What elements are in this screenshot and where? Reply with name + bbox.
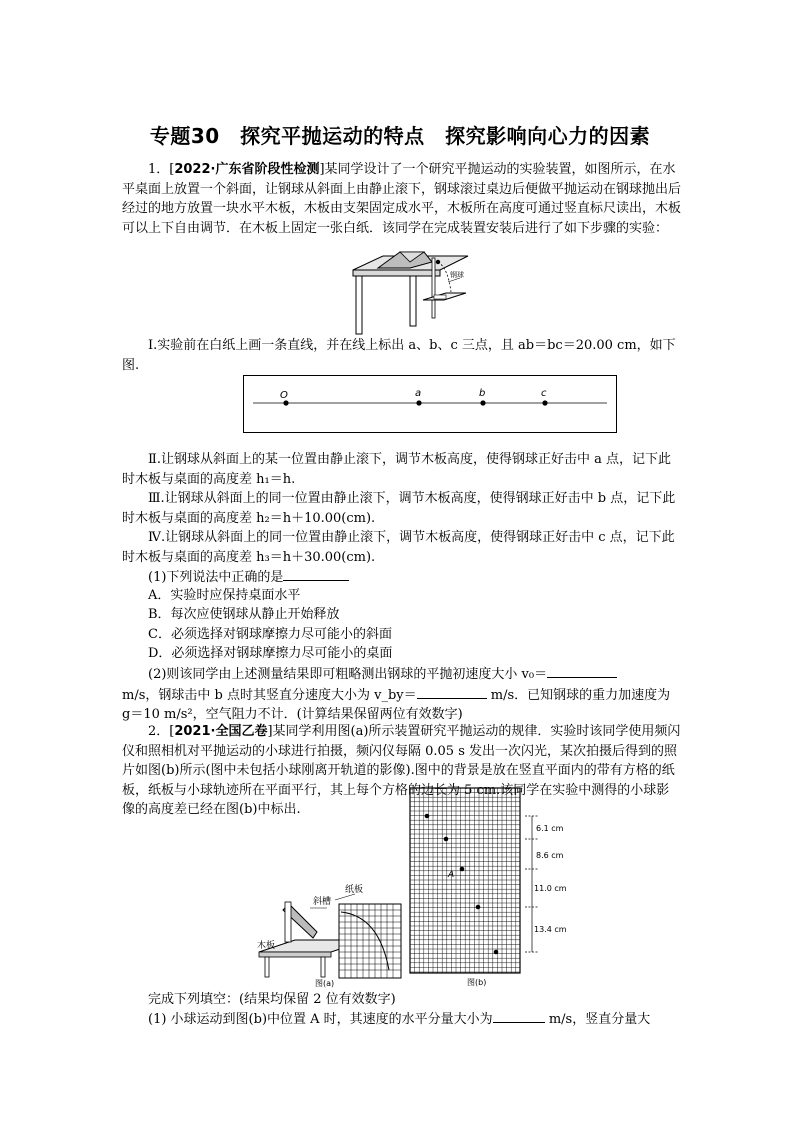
option-d: D．必须选择对钢球摩擦力尽可能小的桌面 bbox=[148, 646, 393, 661]
plank-label: 木板 bbox=[257, 941, 276, 951]
point-a-fig-label: A bbox=[448, 870, 455, 880]
question-1-step-3: Ⅲ.让钢球从斜面上的同一位置由静止滚下，调节木板高度，使得钢球正好击中 b 点，记下此时木板与桌面的高度差 h₂＝h＋10.00(cm). bbox=[122, 491, 676, 526]
answer-blank-3[interactable] bbox=[417, 685, 487, 699]
point-b-label: b bbox=[479, 388, 486, 399]
height-diff-2: 8.6 cm bbox=[536, 851, 564, 860]
question-1-source: 2022·广东省阶段性检测 bbox=[174, 162, 320, 177]
point-c bbox=[542, 400, 547, 405]
question-1-sub-2: (2)则该同学由上述测量结果即可粗略测出钢球的平抛初速度大小 v₀＝ m/s，钢球击中 b 点时其竖直分速度大小为 v_by＝ m/s．已知钢球的重力加速度为 g＝10 m/s²，空气阻力不计．(计算结果保留两位有效数字) bbox=[122, 664, 682, 725]
chute-label: 斜槽 bbox=[313, 897, 332, 907]
question-1-sub-1: (1)下列说法中正确的是 bbox=[122, 567, 682, 588]
point-a bbox=[416, 400, 421, 405]
figure-b bbox=[405, 785, 580, 990]
question-2-fill-intro: 完成下列填空：(结果均保留 2 位有效数字) bbox=[148, 992, 396, 1007]
answer-blank-4[interactable] bbox=[493, 1009, 545, 1023]
point-o-label: O bbox=[280, 390, 288, 401]
point-o bbox=[283, 400, 288, 405]
height-diff-1: 6.1 cm bbox=[536, 824, 564, 833]
figure-b-caption: 图(b) bbox=[467, 978, 487, 987]
question-2-sub-1: (1) 小球运动到图(b)中位置 A 时，其速度的水平分量大小为 m/s，竖直分量大 bbox=[122, 1009, 682, 1030]
ball-image-4 bbox=[476, 905, 481, 910]
option-b: B．每次应使钢球从静止开始释放 bbox=[148, 607, 340, 622]
answer-blank-2[interactable] bbox=[547, 664, 617, 678]
figure-a-caption: 图(a) bbox=[315, 979, 335, 988]
ball-image-3 bbox=[460, 867, 465, 872]
answer-blank-1[interactable] bbox=[283, 567, 349, 581]
point-b bbox=[480, 400, 485, 405]
option-c: C．必须选择对钢球摩擦力尽可能小的斜面 bbox=[148, 627, 392, 642]
ball-image-2 bbox=[444, 837, 449, 842]
steel-ball-label: 钢球 bbox=[450, 271, 464, 279]
question-1-step-1: Ⅰ.实验前在白纸上画一条直线，并在线上标出 a、b、c 三点，且 ab＝bc＝20.00 cm，如下图. bbox=[122, 338, 676, 373]
option-a: A．实验时应保持桌面水平 bbox=[148, 588, 301, 603]
question-1-step-2: Ⅱ.让钢球从斜面上的某一位置由静止滚下，调节木板高度，使得钢球正好击中 a 点，记下此时木板与桌面的高度差 h₁＝h. bbox=[122, 452, 671, 487]
figure-a bbox=[255, 880, 415, 990]
page-title: 专题30 探究平抛运动的特点 探究影响向心力的因素 bbox=[149, 124, 651, 148]
board-label: 纸板 bbox=[345, 885, 364, 895]
question-1-step-4: Ⅳ.让钢球从斜面上的同一位置由静止滚下，调节木板高度，使得钢球正好击中 c 点，记下此时木板与桌面的高度差 h₃＝h＋30.00(cm). bbox=[122, 530, 675, 565]
ball-image-5 bbox=[494, 950, 499, 955]
height-diff-4: 13.4 cm bbox=[534, 925, 567, 934]
question-2-source: 2021·全国乙卷 bbox=[174, 724, 268, 739]
apparatus-figure bbox=[348, 250, 478, 336]
ball-image-1 bbox=[425, 814, 430, 819]
question-2-stem: 2．[2021·全国乙卷]某同学利用图(a)所示装置研究平抛运动的规律．实验时该同学使用频闪仪和照相机对平抛运动的小球进行拍摄，频闪仪每隔 0.05 s 发出一次闪光，某次拍摄后得到的照片如图(b)所示(图中未包括小球刚离开轨道的影像).图中的背景是放在竖直平面内的带有方格的纸板，纸板与小球轨迹所在平面平行，其上每个方格的边长为 5 cm.该同学在实验中测得的小球影像的高度差已经在图(b)中标出. bbox=[122, 724, 681, 817]
point-a-label: a bbox=[415, 388, 422, 399]
height-diff-3: 11.0 cm bbox=[534, 884, 567, 893]
points-line-figure bbox=[243, 375, 617, 433]
question-1-stem: 1．[2022·广东省阶段性检测]某同学设计了一个研究平抛运动的实验装置，如图所示，在水平桌面上放置一个斜面，让钢球从斜面上由静止滚下，钢球滚过桌边后便做平抛运动在钢球抛出后经过的地方放置一块水平木板，木板由支架固定成水平，木板所在高度可通过竖直标尺读出，木板可以上下自由调节．在木板上固定一张白纸．该同学在完成装置安装后进行了如下步骤的实验： bbox=[122, 162, 682, 236]
point-c-label: c bbox=[541, 388, 547, 399]
